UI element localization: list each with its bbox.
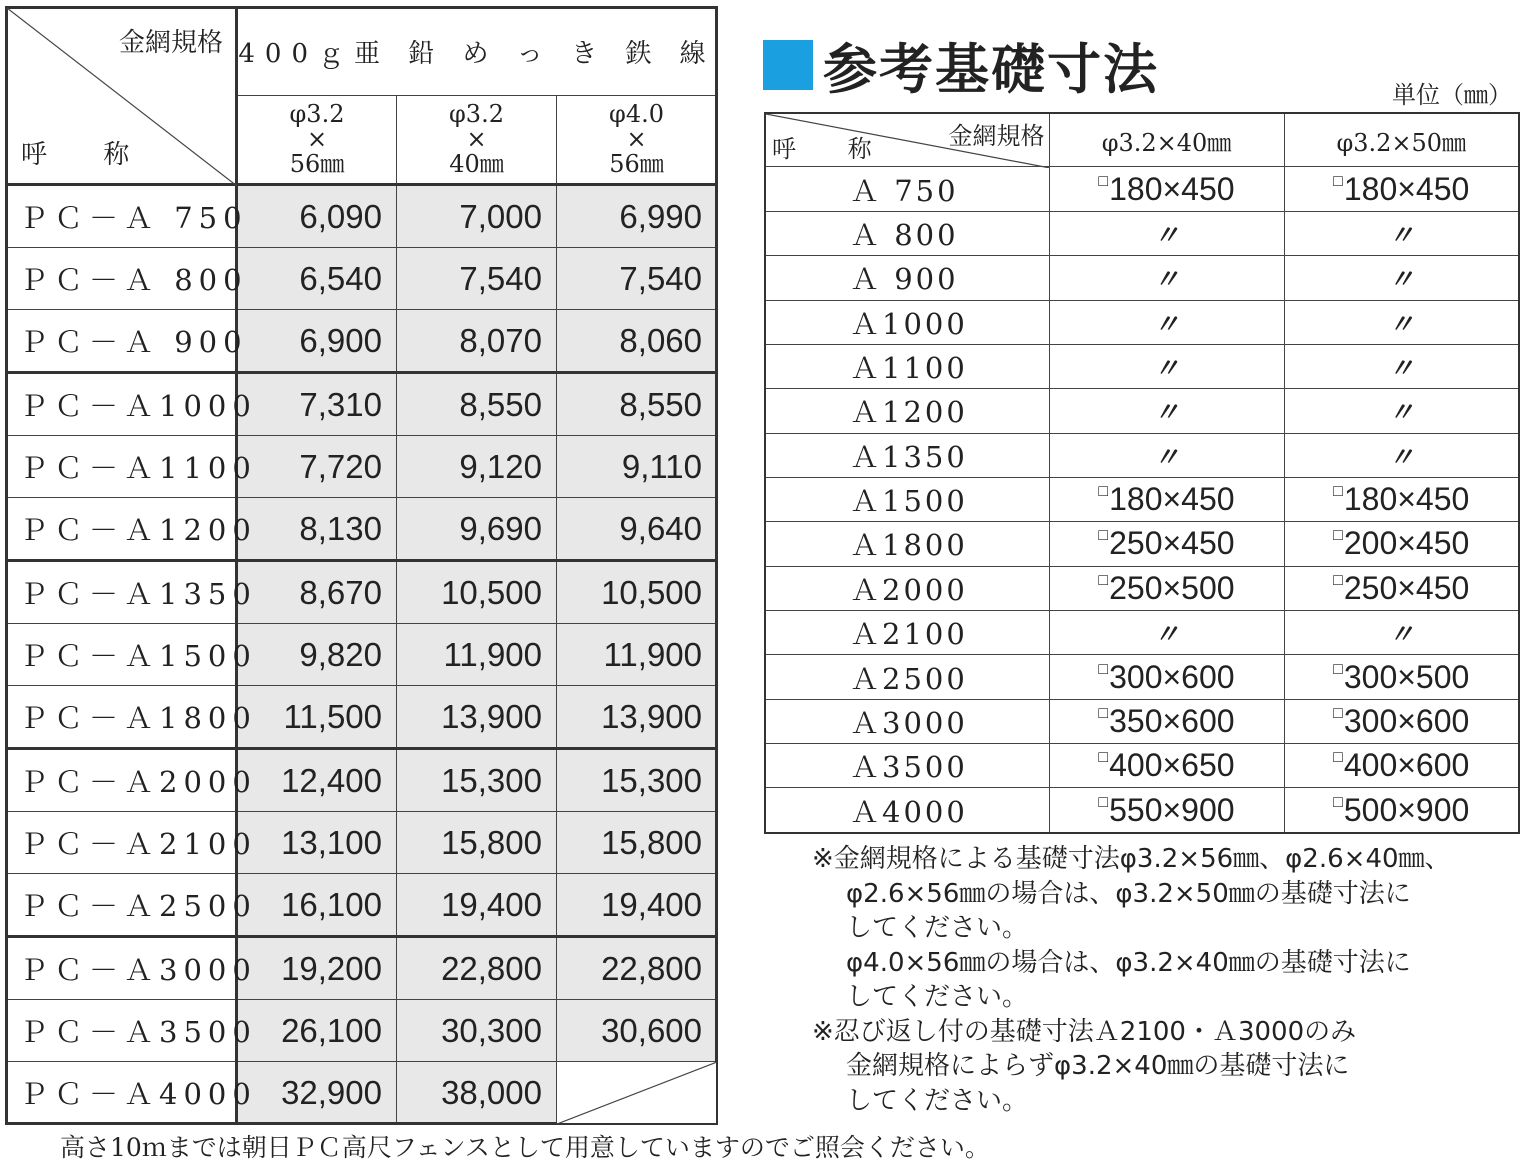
square-section-icon: □ xyxy=(1333,793,1343,811)
ditto-mark: 〃 xyxy=(1388,441,1415,472)
ditto-mark: 〃 xyxy=(1153,353,1180,384)
price-row xyxy=(7,185,717,248)
foundation-size-cell xyxy=(1049,477,1284,521)
foundation-row xyxy=(765,788,1519,833)
model-name: Ａ1000 xyxy=(765,300,1049,344)
square-section-icon: □ xyxy=(1098,660,1109,678)
spec-header-line: 56㎜ xyxy=(289,149,345,178)
note-line: φ4.0×56㎜の場合は、φ3.2×40㎜の基礎寸法に xyxy=(846,947,1411,978)
ditto-mark: 〃 xyxy=(1153,264,1180,295)
price-cell: 8,670 xyxy=(237,561,397,624)
square-section-icon: □ xyxy=(1333,749,1343,767)
spec-header xyxy=(237,95,397,184)
foundation-row xyxy=(765,611,1519,655)
price-cell: 8,550 xyxy=(397,373,557,436)
ditto-mark: 〃 xyxy=(1388,219,1415,250)
price-cell: 8,130 xyxy=(237,498,397,561)
spec-header-line: φ4.0 xyxy=(609,99,664,128)
ditto-mark: 〃 xyxy=(1153,619,1180,650)
foundation-size-cell xyxy=(1284,344,1519,388)
price-row xyxy=(7,812,717,874)
foundation-size-cell xyxy=(1284,211,1519,255)
ditto-mark: 〃 xyxy=(1388,353,1415,384)
model-name: Ａ 900 xyxy=(765,256,1049,300)
size-value: 400×600 xyxy=(1343,747,1470,784)
title-square-icon xyxy=(763,40,813,90)
col-header-3.2x40: φ3.2×40㎜ xyxy=(1049,113,1284,167)
note-line: してください。 xyxy=(846,982,1029,1012)
size-value: 180×450 xyxy=(1109,170,1235,207)
price-cell: 11,900 xyxy=(557,624,717,686)
foundation-row xyxy=(765,655,1519,699)
price-cell: 7,540 xyxy=(557,248,717,310)
note-line: φ2.6×56㎜の場合は、φ3.2×50㎜の基礎寸法に xyxy=(846,878,1411,909)
price-cell: 22,800 xyxy=(557,937,717,1000)
corner-name-label: 呼 称 xyxy=(21,140,154,170)
height-footnote: 高さ10ｍまでは朝日ＰＣ高尺フェンスとして用意していますのでご照会ください。 xyxy=(60,1133,990,1162)
price-cell: 15,300 xyxy=(397,749,557,812)
spec-header-line: × xyxy=(306,124,328,153)
price-cell: 32,900 xyxy=(237,1062,397,1124)
model-name: ＰＣ－Ａ1800 xyxy=(7,686,237,749)
price-cell: 12,400 xyxy=(237,749,397,812)
price-cell: 11,500 xyxy=(237,686,397,749)
price-cell: 38,000 xyxy=(397,1062,557,1124)
note-line: してください。 xyxy=(846,913,1029,943)
model-name: Ａ2000 xyxy=(765,566,1049,610)
price-cell: 19,400 xyxy=(397,874,557,937)
price-cell: 7,000 xyxy=(397,185,557,248)
price-cell: 13,100 xyxy=(237,812,397,874)
price-cell: 15,800 xyxy=(557,812,717,874)
ditto-mark: 〃 xyxy=(1153,308,1180,339)
price-cell: 13,900 xyxy=(397,686,557,749)
note-line: 金網規格によらずφ3.2×40㎜の基礎寸法に xyxy=(846,1051,1350,1081)
foundation-row xyxy=(765,211,1519,255)
corner-spec-label: 金網規格 xyxy=(948,122,1045,150)
foundation-notes xyxy=(812,842,1451,1118)
foundation-row xyxy=(765,389,1519,433)
spec-header-line: φ3.2 xyxy=(449,99,504,128)
model-name: Ａ 750 xyxy=(765,167,1049,211)
price-cell: 13,900 xyxy=(557,686,717,749)
size-value: 400×650 xyxy=(1109,747,1235,784)
foundation-row xyxy=(765,522,1519,566)
square-section-icon: □ xyxy=(1333,571,1343,589)
square-section-icon: □ xyxy=(1098,793,1109,811)
price-cell: 9,690 xyxy=(397,498,557,561)
spec-header-line: 40㎜ xyxy=(449,149,504,178)
price-cell: 22,800 xyxy=(397,937,557,1000)
model-name: ＰＣ－Ａ2100 xyxy=(7,812,237,874)
foundation-size-cell xyxy=(1284,256,1519,300)
model-name: ＰＣ－Ａ2000 xyxy=(7,749,237,812)
size-value: 250×450 xyxy=(1109,525,1235,562)
price-row xyxy=(7,749,717,812)
foundation-row xyxy=(765,344,1519,388)
size-value: 180×450 xyxy=(1109,481,1235,518)
col-header-3.2x50: φ3.2×50㎜ xyxy=(1284,113,1519,167)
foundation-size-cell xyxy=(1049,744,1284,788)
foundation-size-cell xyxy=(1284,566,1519,610)
ditto-mark: 〃 xyxy=(1388,619,1415,650)
square-section-icon: □ xyxy=(1098,172,1109,190)
model-name: Ａ4000 xyxy=(765,788,1049,833)
square-section-icon: □ xyxy=(1098,483,1109,501)
price-cell: 8,060 xyxy=(557,310,717,373)
foundation-row xyxy=(765,699,1519,743)
spec-header-line: × xyxy=(626,124,647,153)
model-name: ＰＣ－Ａ4000 xyxy=(7,1062,237,1124)
foundation-size-cell xyxy=(1049,522,1284,566)
model-name: ＰＣ－Ａ 900 xyxy=(7,310,237,373)
corner-spec-label: 金網規格 xyxy=(118,28,223,58)
square-section-icon: □ xyxy=(1333,483,1343,501)
square-section-icon: □ xyxy=(1098,527,1109,545)
price-cell: 6,990 xyxy=(557,185,717,248)
size-value: 200×450 xyxy=(1343,525,1470,562)
foundation-row xyxy=(765,477,1519,521)
price-cell: 30,600 xyxy=(557,1000,717,1062)
material-header: 400ｇ亜 鉛 め っ き 鉄 線 xyxy=(237,8,717,96)
price-cell: 9,820 xyxy=(237,624,397,686)
foundation-size-cell xyxy=(1049,788,1284,833)
model-name: Ａ2500 xyxy=(765,655,1049,699)
size-value: 300×600 xyxy=(1109,658,1235,695)
price-row xyxy=(7,1000,717,1062)
model-name: Ａ1350 xyxy=(765,433,1049,477)
price-cell: 19,400 xyxy=(557,874,717,937)
foundation-size-cell xyxy=(1284,699,1519,743)
unavailable-diagonal xyxy=(557,1062,717,1124)
price-row xyxy=(7,624,717,686)
price-row xyxy=(7,310,717,373)
foundation-size-cell xyxy=(1049,300,1284,344)
foundation-size-cell xyxy=(1284,167,1519,211)
square-section-icon: □ xyxy=(1098,704,1109,722)
size-value: 300×500 xyxy=(1343,658,1470,695)
foundation-size-cell xyxy=(1284,744,1519,788)
foundation-row xyxy=(765,167,1519,211)
size-value: 180×450 xyxy=(1343,481,1470,518)
price-cell: 11,900 xyxy=(397,624,557,686)
price-row xyxy=(7,1062,717,1124)
price-row xyxy=(7,686,717,749)
model-name: ＰＣ－Ａ 800 xyxy=(7,248,237,310)
price-cell: 10,500 xyxy=(397,561,557,624)
foundation-size-cell xyxy=(1284,389,1519,433)
foundation-size-cell xyxy=(1049,433,1284,477)
foundation-size-cell xyxy=(1284,611,1519,655)
price-cell: 8,070 xyxy=(397,310,557,373)
model-name: ＰＣ－Ａ1350 xyxy=(7,561,237,624)
price-cell: 6,540 xyxy=(237,248,397,310)
model-name: Ａ 800 xyxy=(765,211,1049,255)
model-name: Ａ1500 xyxy=(765,477,1049,521)
price-cell: 10,500 xyxy=(557,561,717,624)
model-name: ＰＣ－Ａ1500 xyxy=(7,624,237,686)
model-name: ＰＣ－Ａ 750 xyxy=(7,185,237,248)
size-value: 350×600 xyxy=(1109,702,1235,739)
foundation-row xyxy=(765,566,1519,610)
price-cell: 6,900 xyxy=(237,310,397,373)
size-value: 300×600 xyxy=(1343,702,1470,739)
note-line: ※金網規格による基礎寸法φ3.2×56㎜、φ2.6×40㎜、 xyxy=(812,844,1451,874)
foundation-size-cell xyxy=(1049,566,1284,610)
foundation-row xyxy=(765,300,1519,344)
price-table-corner-header xyxy=(7,8,237,185)
ditto-mark: 〃 xyxy=(1153,441,1180,472)
model-name: ＰＣ－Ａ3500 xyxy=(7,1000,237,1062)
model-name: ＰＣ－Ａ1200 xyxy=(7,498,237,561)
model-name: ＰＣ－Ａ3000 xyxy=(7,937,237,1000)
price-cell: 9,120 xyxy=(397,436,557,498)
foundation-size-cell xyxy=(1049,389,1284,433)
square-section-icon: □ xyxy=(1098,749,1109,767)
foundation-table xyxy=(764,112,1520,834)
unit-label: 単位（㎜） xyxy=(1392,81,1512,109)
foundation-size-cell xyxy=(1284,300,1519,344)
size-value: 500×900 xyxy=(1343,791,1470,828)
price-cell: 15,800 xyxy=(397,812,557,874)
model-name: ＰＣ－Ａ1000 xyxy=(7,373,237,436)
foundation-size-cell xyxy=(1049,655,1284,699)
spec-header-line: × xyxy=(466,124,487,153)
spec-header xyxy=(557,95,717,184)
foundation-size-cell xyxy=(1049,256,1284,300)
price-row xyxy=(7,937,717,1000)
size-value: 550×900 xyxy=(1109,791,1235,828)
model-name: Ａ3500 xyxy=(765,744,1049,788)
price-cell: 6,090 xyxy=(237,185,397,248)
price-row xyxy=(7,248,717,310)
spec-header-line: 56㎜ xyxy=(609,149,664,178)
note-line: してください。 xyxy=(846,1085,1029,1116)
note-line: ※忍び返し付の基礎寸法Ａ2100・Ａ3000のみ xyxy=(812,1016,1357,1047)
foundation-size-cell xyxy=(1284,788,1519,833)
price-row xyxy=(7,561,717,624)
foundation-size-cell xyxy=(1284,522,1519,566)
size-value: 180×450 xyxy=(1343,170,1470,207)
section-title xyxy=(763,30,1159,100)
ditto-mark: 〃 xyxy=(1388,397,1415,428)
square-section-icon: □ xyxy=(1333,172,1343,190)
price-cell: 19,200 xyxy=(237,937,397,1000)
model-name: Ａ3000 xyxy=(765,699,1049,743)
model-name: Ａ2100 xyxy=(765,611,1049,655)
price-row xyxy=(7,373,717,436)
model-name: Ａ1200 xyxy=(765,389,1049,433)
price-cell: 8,550 xyxy=(557,373,717,436)
price-table xyxy=(6,7,717,1124)
foundation-size-cell xyxy=(1049,699,1284,743)
price-cell: 7,720 xyxy=(237,436,397,498)
price-cell: 15,300 xyxy=(557,749,717,812)
square-section-icon: □ xyxy=(1333,660,1343,678)
foundation-corner-header xyxy=(765,113,1049,167)
foundation-size-cell xyxy=(1049,611,1284,655)
square-section-icon: □ xyxy=(1333,527,1343,545)
square-section-icon: □ xyxy=(1098,571,1109,589)
model-name: ＰＣ－Ａ1100 xyxy=(7,436,237,498)
price-cell: 16,100 xyxy=(237,874,397,937)
price-cell: 9,110 xyxy=(557,436,717,498)
foundation-row xyxy=(765,744,1519,788)
foundation-size-cell xyxy=(1284,655,1519,699)
model-name: Ａ1800 xyxy=(765,522,1049,566)
corner-name-label: 呼 称 xyxy=(772,135,894,164)
foundation-row xyxy=(765,256,1519,300)
model-name: Ａ1100 xyxy=(765,344,1049,388)
ditto-mark: 〃 xyxy=(1153,397,1180,428)
foundation-size-cell xyxy=(1049,167,1284,211)
foundation-size-cell xyxy=(1049,344,1284,388)
foundation-size-cell xyxy=(1284,433,1519,477)
spec-header-line: φ3.2 xyxy=(289,99,345,128)
model-name: ＰＣ－Ａ2500 xyxy=(7,874,237,937)
price-row xyxy=(7,874,717,937)
price-row xyxy=(7,436,717,498)
ditto-mark: 〃 xyxy=(1153,219,1180,250)
size-value: 250×450 xyxy=(1343,569,1470,606)
foundation-size-cell xyxy=(1284,477,1519,521)
foundation-row xyxy=(765,433,1519,477)
square-section-icon: □ xyxy=(1333,704,1343,722)
price-cell: 7,540 xyxy=(397,248,557,310)
price-cell: 7,310 xyxy=(237,373,397,436)
price-cell: 9,640 xyxy=(557,498,717,561)
spec-header xyxy=(397,95,557,184)
foundation-size-cell xyxy=(1049,211,1284,255)
size-value: 250×500 xyxy=(1109,569,1235,606)
price-cell-unavailable xyxy=(557,1062,717,1124)
ditto-mark: 〃 xyxy=(1388,264,1415,295)
price-cell: 26,100 xyxy=(237,1000,397,1062)
price-row xyxy=(7,498,717,561)
ditto-mark: 〃 xyxy=(1388,308,1415,339)
price-cell: 30,300 xyxy=(397,1000,557,1062)
section-title-text: 参考基礎寸法 xyxy=(823,37,1159,101)
